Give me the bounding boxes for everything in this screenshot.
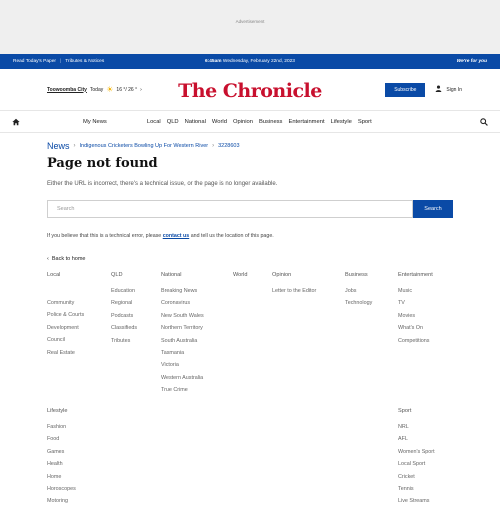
advertisement-label: Advertisement: [235, 19, 265, 24]
footer-head-qld[interactable]: QLD: [111, 272, 123, 278]
site-logo[interactable]: The Chronicle: [178, 80, 322, 102]
sign-in-label: Sign In: [446, 86, 462, 93]
footer-link[interactable]: Podcasts: [111, 312, 134, 319]
footer-col-lifestyle: [47, 408, 76, 508]
footer-link[interactable]: Movies: [398, 312, 416, 319]
footer-head-local[interactable]: Local: [47, 272, 61, 278]
footer-link[interactable]: Northern Territory: [161, 325, 203, 332]
current-date: Wednesday, February 22nd, 2023: [222, 59, 295, 64]
nav-item-world[interactable]: World: [211, 118, 227, 125]
footer-link[interactable]: Classifieds: [111, 325, 138, 332]
footer-col-business: [345, 272, 372, 310]
error-note-text: If you believe that this is a technical error, please: [47, 233, 163, 239]
brand-tagline: We're for you: [456, 59, 487, 64]
footer-link[interactable]: True Crime: [161, 387, 188, 394]
footer-link[interactable]: Tributes: [111, 337, 131, 344]
main-navigation: [0, 111, 500, 133]
footer-link[interactable]: Cricket: [398, 473, 415, 480]
footer-link[interactable]: Coronavirus: [161, 300, 191, 307]
back-to-home-label: Back to home: [51, 256, 86, 262]
footer-head-national[interactable]: National: [161, 272, 182, 278]
footer-link[interactable]: Regional: [111, 300, 133, 307]
footer-link[interactable]: What's On: [398, 325, 423, 332]
footer-link[interactable]: Police & Courts: [47, 312, 85, 319]
footer-col-national: [161, 272, 204, 397]
nav-item-sport[interactable]: Sport: [357, 118, 372, 125]
footer-head-opinion[interactable]: Opinion: [272, 272, 292, 278]
current-time: 6:45am: [205, 59, 222, 64]
footer-link[interactable]: Women's Sport: [398, 448, 435, 455]
footer-link[interactable]: Motoring: [47, 498, 68, 505]
nav-item-entertainment[interactable]: Entertainment: [288, 118, 325, 125]
search-icon[interactable]: [480, 118, 488, 126]
footer-link[interactable]: Home: [47, 473, 62, 480]
breadcrumb: [47, 141, 453, 151]
nav-item-national[interactable]: National: [184, 118, 206, 125]
tributes-notices-link[interactable]: Tributes & Notices: [65, 59, 105, 64]
subscribe-button[interactable]: Subscribe: [385, 83, 425, 97]
contact-us-link[interactable]: contact us: [162, 233, 190, 239]
footer-link[interactable]: South Australia: [161, 337, 198, 344]
footer-col-entertainment: [398, 272, 433, 347]
footer-head-entertainment[interactable]: Entertainment: [398, 272, 433, 278]
chevron-right-icon[interactable]: ›: [140, 86, 142, 93]
footer-link[interactable]: AFL: [398, 436, 408, 443]
footer-link[interactable]: Jobs: [345, 288, 357, 294]
footer-link[interactable]: Tasmania: [161, 349, 185, 356]
sign-in-button[interactable]: [435, 85, 462, 94]
footer-link[interactable]: TV: [398, 300, 405, 307]
footer-link[interactable]: Fashion: [47, 424, 67, 430]
error-note-text-end: and tell us the location of this page.: [189, 233, 274, 239]
footer-link[interactable]: Council: [47, 337, 65, 344]
footer-link[interactable]: Western Australia: [161, 374, 204, 381]
footer-link[interactable]: Breaking News: [161, 288, 198, 294]
nav-item-my-news[interactable]: My News: [83, 118, 107, 125]
footer-link[interactable]: Food: [47, 436, 60, 443]
footer-sitemap: [47, 272, 453, 512]
divider: |: [59, 59, 62, 64]
masthead: [0, 69, 500, 111]
read-todays-paper-link[interactable]: Read Today's Paper: [13, 59, 56, 64]
advertisement-banner[interactable]: [0, 0, 500, 54]
footer-link[interactable]: Real Estate: [47, 349, 75, 356]
error-note: [47, 233, 453, 239]
footer-col-qld: [111, 272, 137, 347]
main-content: [0, 141, 500, 512]
search-button[interactable]: Search: [413, 200, 453, 218]
footer-link[interactable]: Letter to the Editor: [272, 288, 317, 294]
chevron-left-icon: ‹: [47, 256, 49, 262]
weather-widget[interactable]: [47, 86, 142, 94]
nav-item-local[interactable]: Local: [146, 118, 161, 125]
footer-link[interactable]: Music: [398, 288, 413, 294]
footer-col-local: [47, 272, 84, 359]
footer-head-business[interactable]: Business: [345, 272, 368, 278]
page-title: Page not found: [47, 156, 158, 171]
footer-col-opinion: [272, 272, 316, 297]
footer-link[interactable]: Community: [47, 300, 75, 306]
footer-link[interactable]: Live Streams: [398, 498, 430, 505]
user-icon: [435, 85, 442, 94]
footer-head-lifestyle[interactable]: Lifestyle: [47, 408, 68, 414]
footer-link[interactable]: Local Sport: [398, 461, 426, 468]
footer-link[interactable]: Tennis: [398, 485, 414, 492]
sun-icon: ☀: [106, 84, 114, 94]
nav-item-lifestyle[interactable]: Lifestyle: [330, 118, 352, 125]
chevron-right-icon: ›: [73, 143, 76, 149]
chevron-right-icon: ›: [212, 143, 215, 149]
footer-link[interactable]: Horoscopes: [47, 485, 76, 492]
footer-link[interactable]: Development: [47, 324, 79, 331]
footer-head-world[interactable]: World: [233, 272, 248, 278]
nav-item-qld[interactable]: QLD: [166, 118, 179, 125]
breadcrumb-id[interactable]: 3228603: [218, 143, 240, 149]
weather-city[interactable]: Toowoomba City: [47, 86, 87, 93]
page-subtitle: Either the URL is incorrect, there's a technical issue, or the page is no longer available.: [47, 181, 278, 187]
footer-link[interactable]: Victoria: [161, 362, 179, 369]
search-form: [47, 200, 453, 218]
footer-col-sport: [398, 408, 435, 508]
nav-item-business[interactable]: Business: [258, 118, 283, 125]
footer-link[interactable]: Technology: [345, 300, 373, 307]
breadcrumb-news[interactable]: News: [47, 141, 70, 151]
footer-link[interactable]: Health: [47, 461, 63, 468]
back-to-home-link[interactable]: [47, 256, 453, 262]
weather-day: Today: [89, 86, 104, 93]
footer-link[interactable]: NRL: [398, 424, 409, 430]
footer-head-sport[interactable]: Sport: [398, 408, 412, 414]
footer-link[interactable]: Education: [111, 288, 135, 294]
top-utility-bar: [0, 54, 500, 69]
footer-col-world: [233, 272, 248, 285]
footer-link[interactable]: Competitions: [398, 337, 430, 344]
footer-link[interactable]: New South Wales: [161, 312, 204, 319]
nav-item-opinion[interactable]: Opinion: [232, 118, 253, 125]
home-icon[interactable]: [12, 118, 22, 126]
search-input[interactable]: [47, 200, 413, 218]
footer-link[interactable]: Games: [47, 448, 65, 455]
breadcrumb-article[interactable]: Indigenous Cricketers Bowling Up For Western River: [79, 143, 209, 149]
weather-temps: 16 °/ 26 °: [116, 86, 138, 93]
